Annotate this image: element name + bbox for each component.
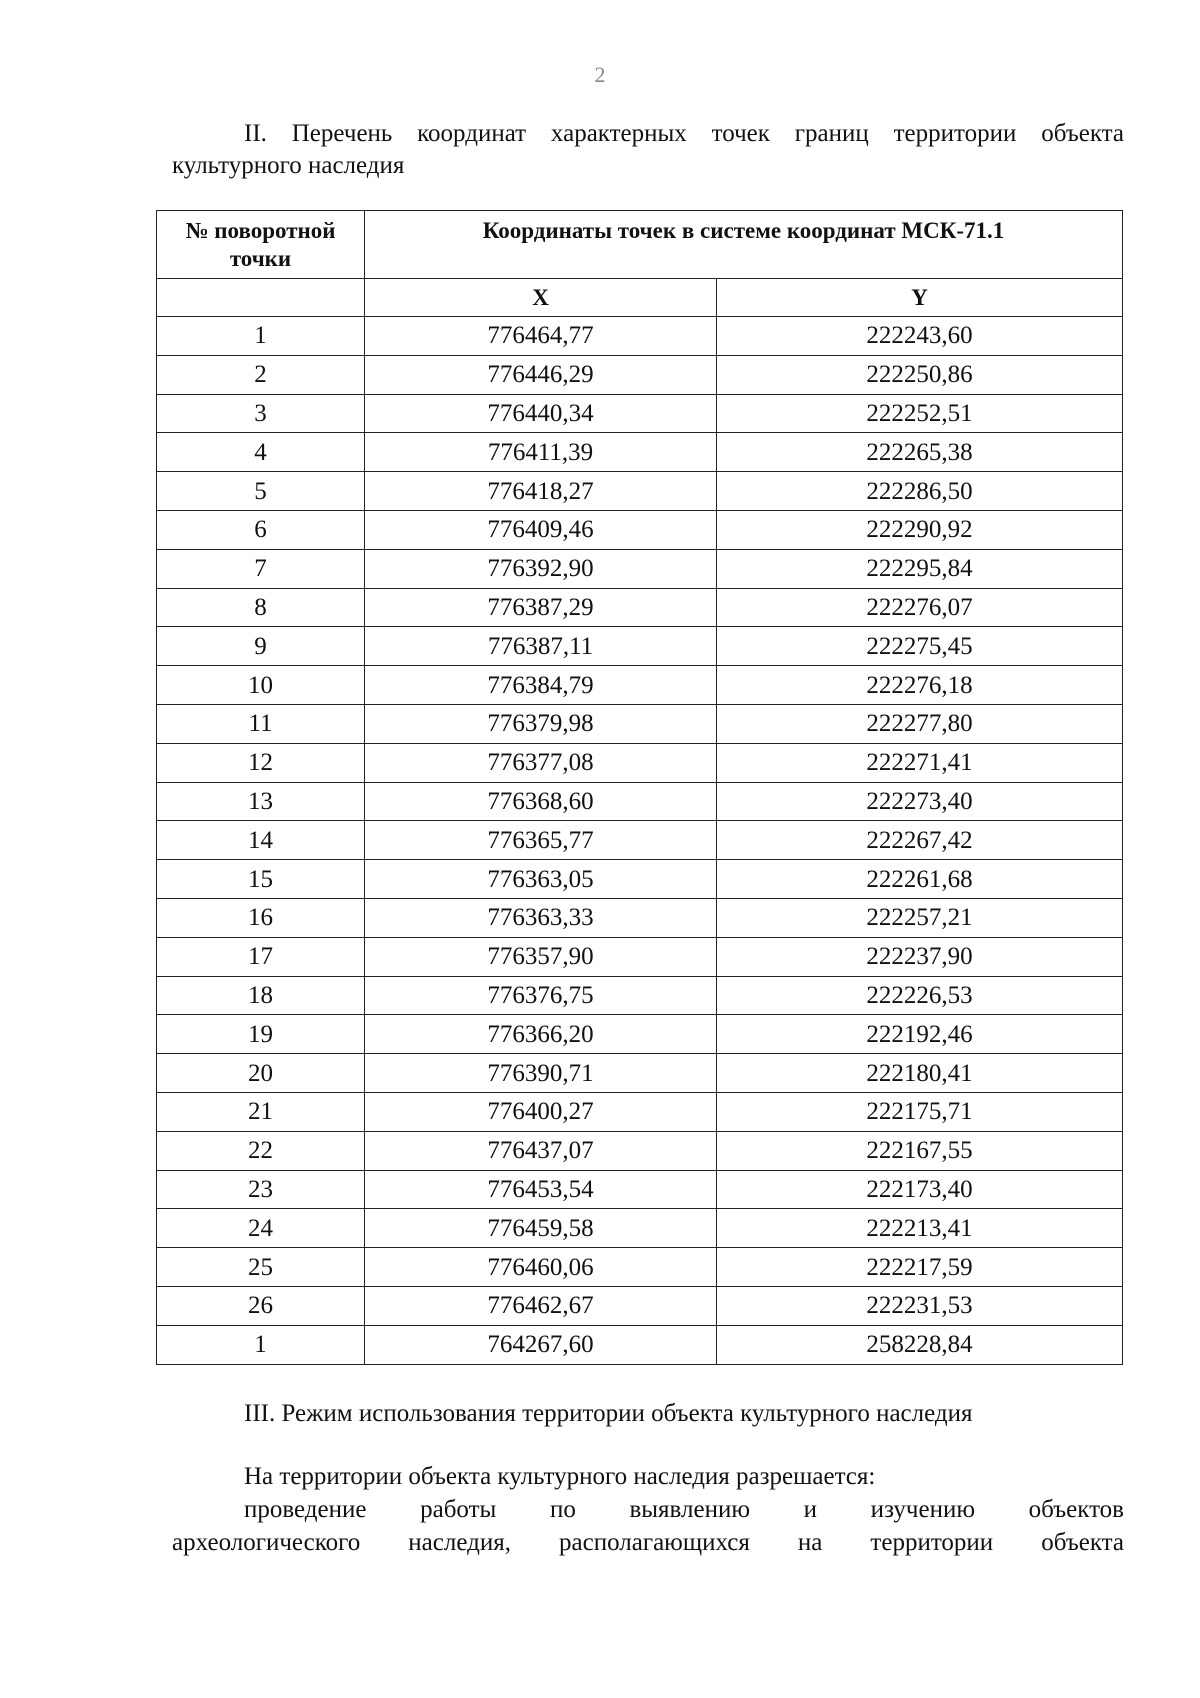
point-number-cell: 23 [157, 1170, 365, 1209]
point-number-cell: 26 [157, 1286, 365, 1325]
y-coordinate-cell: 222261,68 [717, 860, 1123, 899]
table-row [157, 1248, 1123, 1287]
table-row [157, 898, 1123, 937]
y-coordinate-cell: 222167,55 [717, 1131, 1123, 1170]
x-coordinate-cell: 776440,34 [365, 394, 717, 433]
table-row [157, 588, 1123, 627]
point-number-cell: 1 [157, 1325, 365, 1364]
paragraph-line-2: археологического наследия, располагающихся на территории объекта [172, 1529, 1124, 1556]
y-coordinate-cell: 222276,18 [717, 666, 1123, 705]
point-number-cell: 3 [157, 394, 365, 433]
table-row [157, 782, 1123, 821]
table-row [157, 394, 1123, 433]
paragraph-line-1: проведение работы по выявлению и изучению объектов [244, 1496, 1124, 1523]
y-coordinate-cell: 222237,90 [717, 937, 1123, 976]
x-coordinate-cell: 776446,29 [365, 355, 717, 394]
x-coordinate-cell: 776384,79 [365, 666, 717, 705]
table-row [157, 1054, 1123, 1093]
table-row [157, 510, 1123, 549]
table-row [157, 1209, 1123, 1248]
table-row [157, 821, 1123, 860]
y-coordinate-cell: 222290,92 [717, 510, 1123, 549]
x-coordinate-cell: 776377,08 [365, 743, 717, 782]
point-number-cell: 20 [157, 1054, 365, 1093]
point-number-cell: 6 [157, 510, 365, 549]
y-coordinate-cell: 222250,86 [717, 355, 1123, 394]
page-number: 2 [594, 62, 606, 87]
x-coordinate-cell: 776459,58 [365, 1209, 717, 1248]
x-coordinate-cell: 776387,11 [365, 627, 717, 666]
table-row [157, 1170, 1123, 1209]
x-coordinate-cell: 776368,60 [365, 782, 717, 821]
point-number-cell: 1 [157, 317, 365, 356]
point-number-cell: 22 [157, 1131, 365, 1170]
point-number-cell: 11 [157, 704, 365, 743]
table-row [157, 355, 1123, 394]
y-coordinate-cell: 222173,40 [717, 1170, 1123, 1209]
table-row [157, 549, 1123, 588]
y-coordinate-cell: 258228,84 [717, 1325, 1123, 1364]
y-coordinate-cell: 222217,59 [717, 1248, 1123, 1287]
x-coordinate-cell: 764267,60 [365, 1325, 717, 1364]
point-number-cell: 10 [157, 666, 365, 705]
y-coordinate-cell: 222277,80 [717, 704, 1123, 743]
point-number-cell: 17 [157, 937, 365, 976]
point-number-cell: 2 [157, 355, 365, 394]
x-coordinate-cell: 776376,75 [365, 976, 717, 1015]
x-coordinate-cell: 776460,06 [365, 1248, 717, 1287]
point-number-cell: 16 [157, 898, 365, 937]
table-row [157, 666, 1123, 705]
y-coordinate-cell: 222180,41 [717, 1054, 1123, 1093]
table-row [157, 1286, 1123, 1325]
section-3-heading: III. Режим использования территории объекта культурного наследия [244, 1400, 973, 1427]
y-coordinate-cell: 222271,41 [717, 743, 1123, 782]
table-row [157, 627, 1123, 666]
x-coordinate-cell: 776366,20 [365, 1015, 717, 1054]
header-x: X [365, 279, 717, 317]
y-coordinate-cell: 222286,50 [717, 472, 1123, 511]
point-number-cell: 9 [157, 627, 365, 666]
point-number-cell: 18 [157, 976, 365, 1015]
table-row [157, 1325, 1123, 1364]
point-number-cell: 21 [157, 1092, 365, 1131]
x-coordinate-cell: 776363,05 [365, 860, 717, 899]
coordinates-table [156, 210, 1123, 1365]
y-coordinate-cell: 222275,45 [717, 627, 1123, 666]
table-row [157, 860, 1123, 899]
y-coordinate-cell: 222267,42 [717, 821, 1123, 860]
table-row [157, 704, 1123, 743]
table-row [157, 1015, 1123, 1054]
table-row [157, 743, 1123, 782]
point-number-cell: 14 [157, 821, 365, 860]
x-coordinate-cell: 776411,39 [365, 433, 717, 472]
table-row [157, 433, 1123, 472]
x-coordinate-cell: 776365,77 [365, 821, 717, 860]
x-coordinate-cell: 776379,98 [365, 704, 717, 743]
point-number-cell: 24 [157, 1209, 365, 1248]
x-coordinate-cell: 776437,07 [365, 1131, 717, 1170]
table-row [157, 1092, 1123, 1131]
table-row [157, 976, 1123, 1015]
table-body [157, 317, 1123, 1365]
point-number-cell: 4 [157, 433, 365, 472]
table-row [157, 937, 1123, 976]
paragraph-permitted: На территории объекта культурного наследия разрешается: [244, 1463, 876, 1490]
x-coordinate-cell: 776390,71 [365, 1054, 717, 1093]
y-coordinate-cell: 222175,71 [717, 1092, 1123, 1131]
point-number-cell: 19 [157, 1015, 365, 1054]
x-coordinate-cell: 776357,90 [365, 937, 717, 976]
point-number-cell: 5 [157, 472, 365, 511]
x-coordinate-cell: 776400,27 [365, 1092, 717, 1131]
y-coordinate-cell: 222231,53 [717, 1286, 1123, 1325]
x-coordinate-cell: 776363,33 [365, 898, 717, 937]
y-coordinate-cell: 222243,60 [717, 317, 1123, 356]
x-coordinate-cell: 776462,67 [365, 1286, 717, 1325]
x-coordinate-cell: 776464,77 [365, 317, 717, 356]
x-coordinate-cell: 776453,54 [365, 1170, 717, 1209]
x-coordinate-cell: 776409,46 [365, 510, 717, 549]
y-coordinate-cell: 222295,84 [717, 549, 1123, 588]
x-coordinate-cell: 776392,90 [365, 549, 717, 588]
point-number-cell: 13 [157, 782, 365, 821]
point-number-cell: 15 [157, 860, 365, 899]
header-point-number: № поворотной точки [157, 211, 365, 279]
x-coordinate-cell: 776387,29 [365, 588, 717, 627]
y-coordinate-cell: 222257,21 [717, 898, 1123, 937]
y-coordinate-cell: 222265,38 [717, 433, 1123, 472]
x-coordinate-cell: 776418,27 [365, 472, 717, 511]
point-number-cell: 7 [157, 549, 365, 588]
header-coordinates: Координаты точек в системе координат МСК-71.1 [365, 211, 1123, 279]
y-coordinate-cell: 222192,46 [717, 1015, 1123, 1054]
section-2-heading: II. Перечень координат характерных точек границ территории объекта культурного наследия [172, 120, 1124, 179]
y-coordinate-cell: 222226,53 [717, 976, 1123, 1015]
header-y: Y [717, 279, 1123, 317]
y-coordinate-cell: 222273,40 [717, 782, 1123, 821]
y-coordinate-cell: 222213,41 [717, 1209, 1123, 1248]
y-coordinate-cell: 222252,51 [717, 394, 1123, 433]
point-number-cell: 8 [157, 588, 365, 627]
table-row [157, 1131, 1123, 1170]
y-coordinate-cell: 222276,07 [717, 588, 1123, 627]
point-number-cell: 12 [157, 743, 365, 782]
table-row [157, 317, 1123, 356]
header-empty [157, 279, 365, 317]
point-number-cell: 25 [157, 1248, 365, 1287]
table-row [157, 472, 1123, 511]
